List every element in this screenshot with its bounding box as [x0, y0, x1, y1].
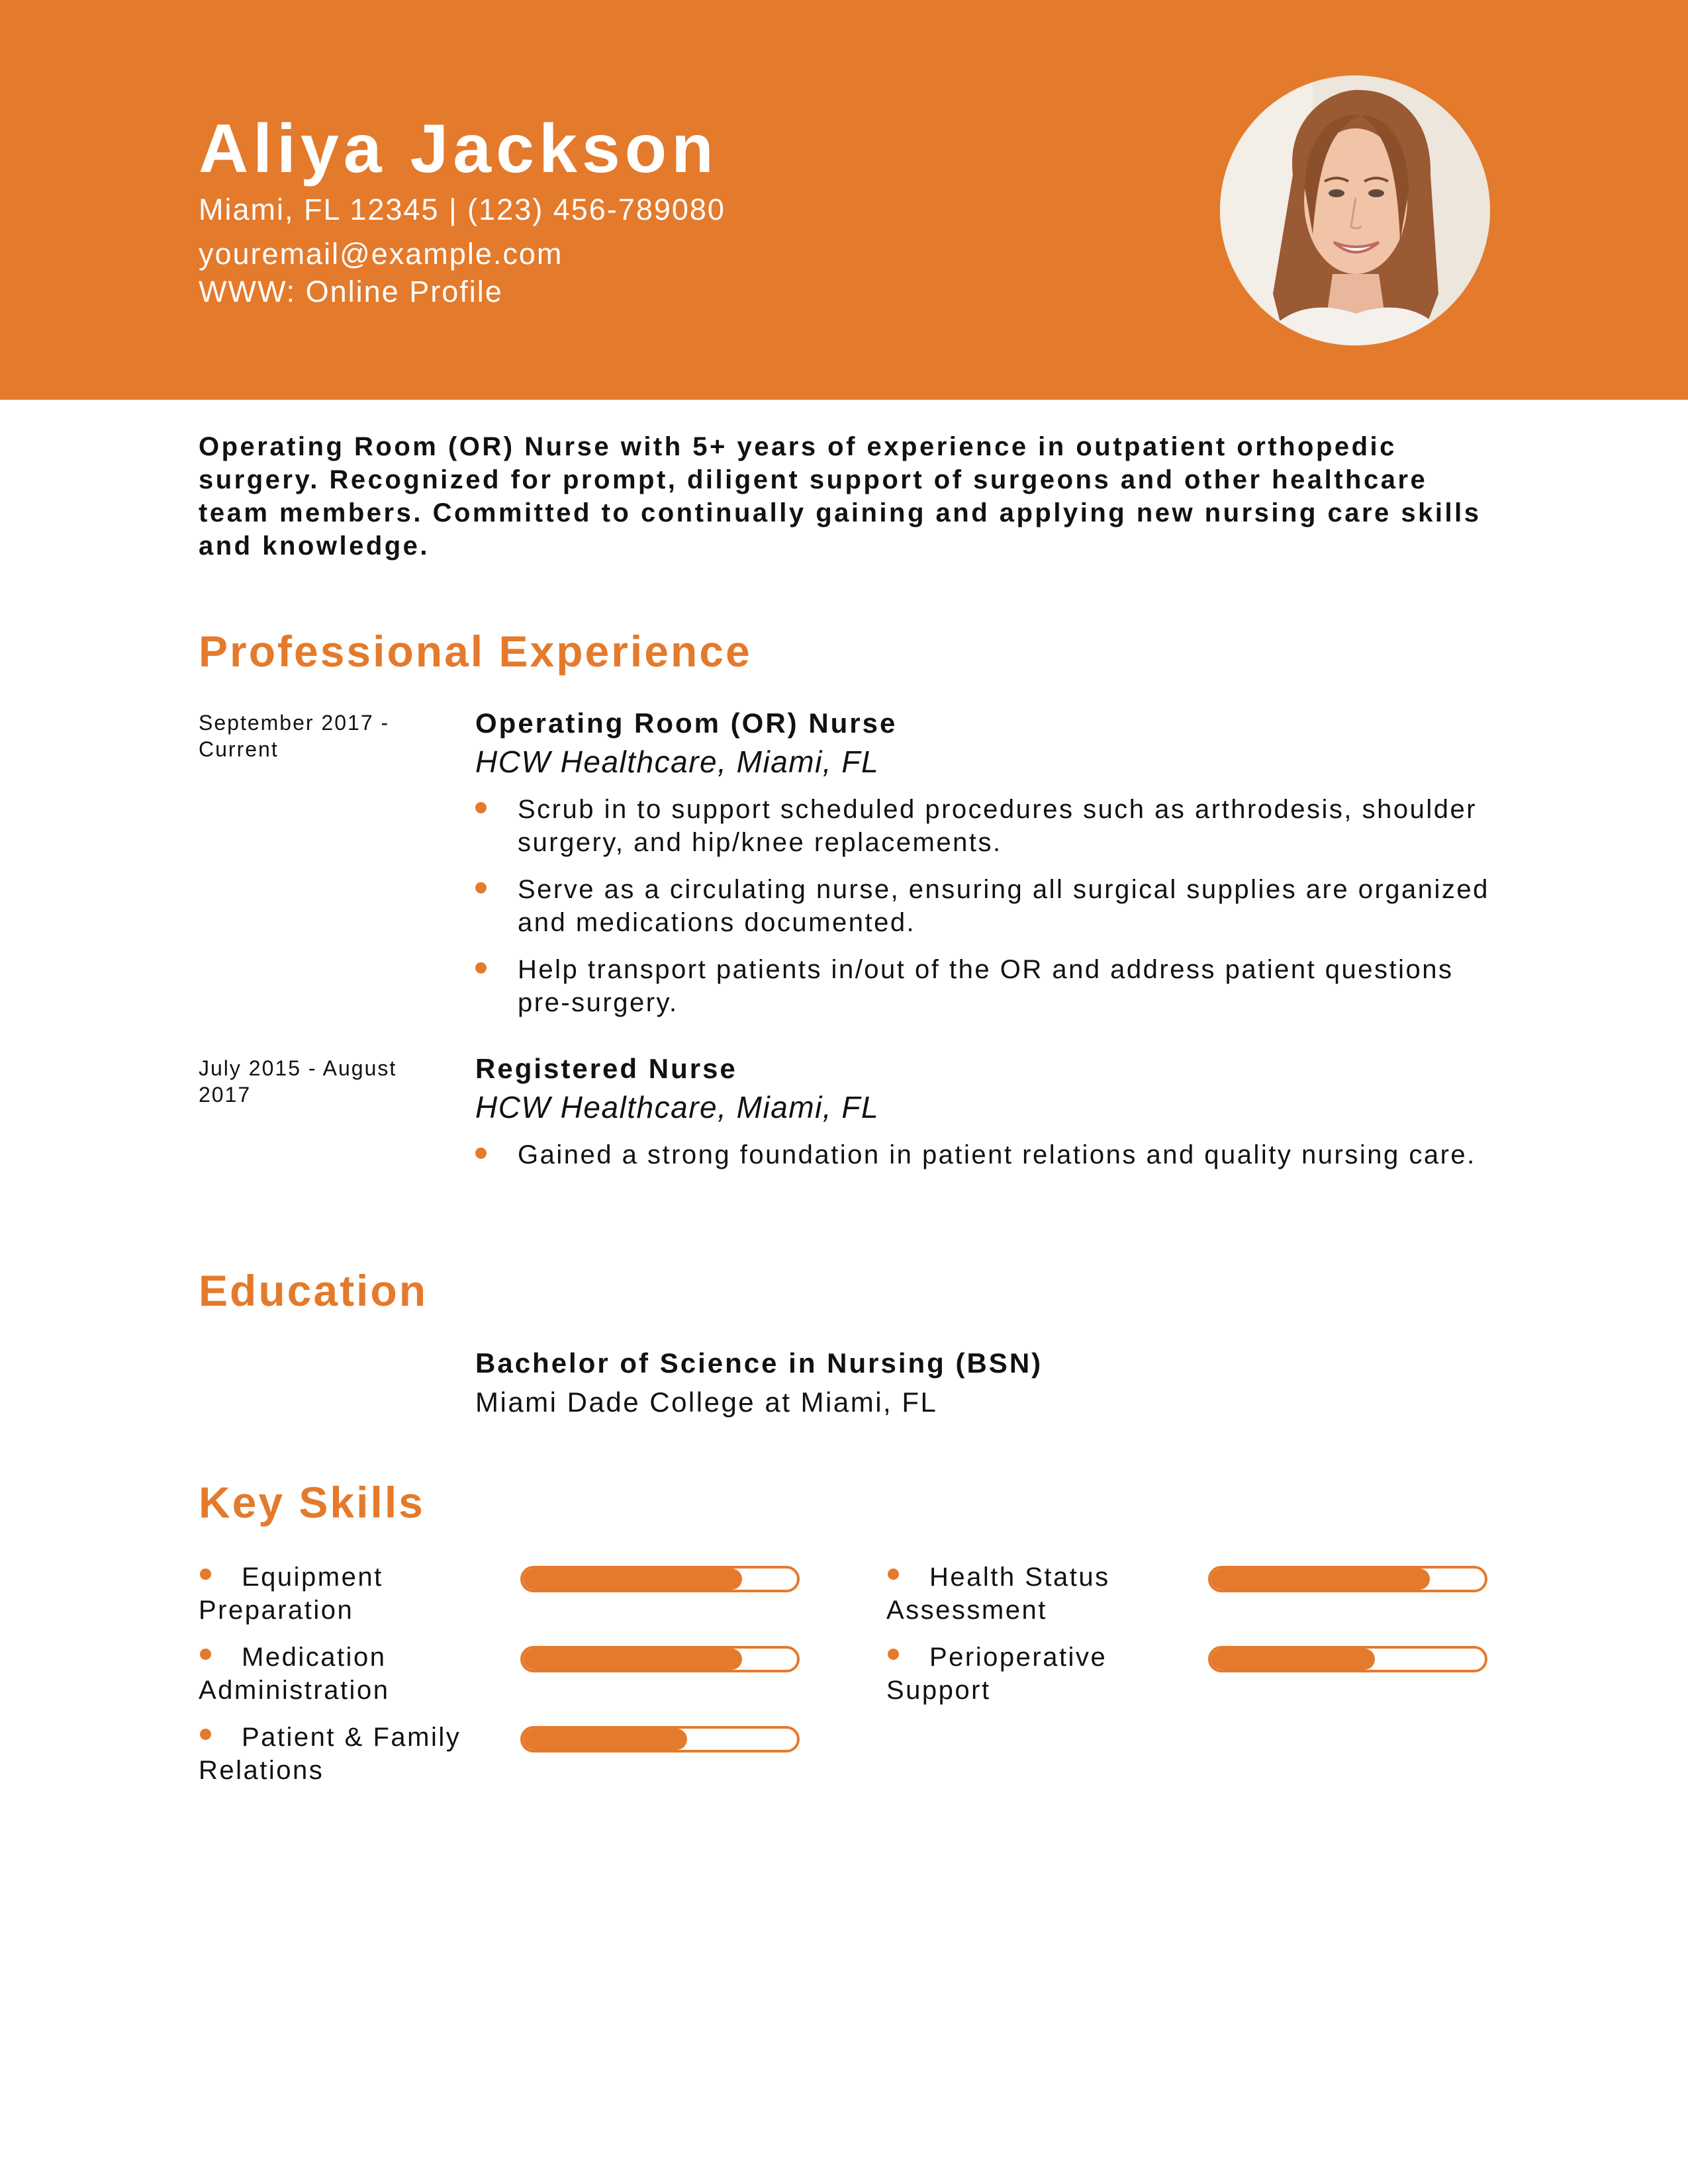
profile-photo [1220, 75, 1490, 345]
skill-label: Equipment Preparation [199, 1563, 383, 1625]
skill-level-fill [1211, 1569, 1430, 1590]
skill-level-bar [1208, 1566, 1487, 1592]
skill-item [199, 1561, 861, 1633]
skill-level-bar [520, 1646, 800, 1672]
email: youremail@example.com [199, 237, 563, 271]
job-bullet [475, 793, 1495, 859]
skill-level-fill [523, 1649, 742, 1670]
job-company: HCW Healthcare, Miami, FL [475, 745, 880, 779]
skill-item [199, 1721, 861, 1794]
education-school: Miami Dade College at Miami, FL [475, 1387, 938, 1418]
bullet-dot-icon [475, 882, 487, 893]
section-title-skills: Key Skills [199, 1478, 425, 1527]
job-bullet [475, 873, 1495, 939]
skill-level-bar [520, 1726, 800, 1752]
professional-summary: Operating Room (OR) Nurse with 5+ years of experience in outpatient orthopedic surgery. Recognized for prompt, diligent support of surgeons and other healthcare team members. Committed to continually gaining and applying new nursing care skills and knowledge. [199, 432, 1481, 561]
bullet-dot-icon [475, 802, 487, 813]
job-bullet-text: Serve as a circulating nurse, ensuring all surgical supplies are organized and medications documented. [518, 875, 1489, 937]
job-company: HCW Healthcare, Miami, FL [475, 1090, 880, 1124]
job-bullet [475, 953, 1495, 1019]
skill-level-fill [523, 1569, 742, 1590]
skill-label: Patient & Family Relations [199, 1723, 461, 1785]
address-phone: Miami, FL 12345 | (123) 456-789080 [199, 193, 726, 226]
job-bullet-text: Gained a strong foundation in patient relations and quality nursing care. [518, 1140, 1476, 1169]
website-link[interactable]: WWW: Online Profile [199, 275, 503, 308]
profile-photo-portrait [1220, 75, 1490, 345]
skill-level-fill [523, 1729, 687, 1750]
skill-label: Perioperative Support [886, 1643, 1107, 1705]
section-title-experience: Professional Experience [199, 627, 752, 676]
bullet-dot-icon [475, 962, 487, 974]
skill-item [199, 1641, 861, 1713]
job-title: Operating Room (OR) Nurse [475, 707, 898, 739]
education-degree: Bachelor of Science in Nursing (BSN) [475, 1347, 1043, 1379]
skill-level-bar [520, 1566, 800, 1592]
bullet-dot-icon [475, 1148, 487, 1159]
job-dates: July 2015 - August 2017 [199, 1056, 397, 1107]
skill-label: Health Status Assessment [886, 1563, 1110, 1625]
candidate-name: Aliya Jackson [199, 111, 718, 187]
job-title: Registered Nurse [475, 1053, 737, 1084]
job-bullet-text: Help transport patients in/out of the OR and address patient questions pre-surgery. [518, 955, 1454, 1017]
job-dates: September 2017 - Current [199, 711, 390, 761]
skill-level-fill [1211, 1649, 1375, 1670]
skill-item [886, 1561, 1548, 1633]
skill-label: Medication Administration [199, 1643, 390, 1705]
skill-item [886, 1641, 1548, 1713]
header-banner [0, 0, 1688, 400]
skill-level-bar [1208, 1646, 1487, 1672]
section-title-education: Education [199, 1266, 428, 1315]
job-bullet-text: Scrub in to support scheduled procedures such as arthrodesis, shoulder surgery, and hip/knee replacements. [518, 795, 1477, 857]
job-bullet [475, 1138, 1495, 1171]
